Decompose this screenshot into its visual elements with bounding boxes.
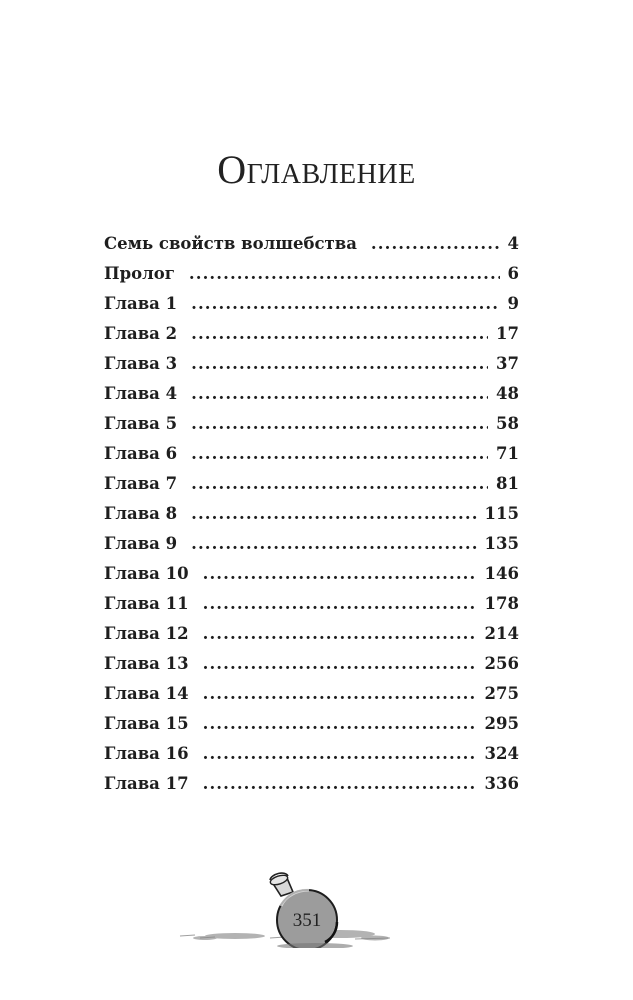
toc-entry [104, 624, 519, 654]
dot-leader [203, 744, 477, 763]
toc-entry [104, 324, 519, 354]
page-number: 351 [292, 910, 322, 931]
toc-entry-page: 214 [484, 624, 519, 643]
toc-entry-page: 115 [484, 504, 519, 523]
toc-entry-label: Глава 1 [104, 294, 178, 313]
page-title: Оглавление [217, 147, 416, 192]
dot-leader [203, 594, 477, 613]
toc-entry [104, 774, 519, 804]
dot-leader [191, 444, 488, 463]
toc-entry-label: Глава 9 [104, 534, 178, 553]
dot-leader [203, 654, 477, 673]
dot-leader [203, 714, 477, 733]
dot-leader [191, 294, 499, 313]
toc-entry-label: Глава 11 [104, 594, 189, 613]
dot-leader [203, 564, 477, 583]
page-footer [175, 868, 405, 948]
toc-entry [104, 264, 519, 294]
toc-entry-page: 71 [496, 444, 519, 463]
dot-leader [191, 384, 488, 403]
toc-entry-label: Глава 8 [104, 504, 178, 523]
toc-entry-label: Пролог [104, 264, 175, 283]
toc-entry [104, 474, 519, 504]
toc-entry [104, 414, 519, 444]
toc-entry-page: 81 [496, 474, 519, 493]
toc-entry-label: Глава 17 [104, 774, 189, 793]
toc-entry-label: Глава 10 [104, 564, 189, 583]
toc-entry-page: 17 [496, 324, 519, 343]
toc-entry [104, 384, 519, 414]
toc-entry-page: 256 [484, 654, 519, 673]
toc-entry [104, 714, 519, 744]
toc-entry-label: Глава 6 [104, 444, 178, 463]
toc-entry-page: 336 [484, 774, 519, 793]
toc-entry-page: 146 [484, 564, 519, 583]
toc-entry-label: Глава 12 [104, 624, 189, 643]
toc-entry-page: 135 [484, 534, 519, 553]
toc-entry [104, 444, 519, 474]
toc-entry-page: 58 [496, 414, 519, 433]
toc-entry-label: Глава 2 [104, 324, 178, 343]
toc-entry [104, 534, 519, 564]
toc-entry-page: 324 [484, 744, 519, 763]
dot-leader [371, 234, 500, 253]
toc-entry-page: 37 [496, 354, 519, 373]
toc-entry-page: 48 [496, 384, 519, 403]
toc-entry [104, 654, 519, 684]
dot-leader [189, 264, 500, 283]
toc-entry [104, 234, 519, 264]
toc-entry-page: 9 [507, 294, 519, 313]
dot-leader [191, 534, 476, 553]
toc-entry-label: Семь свойств волшебства [104, 234, 357, 253]
toc-entry-label: Глава 14 [104, 684, 189, 703]
dot-leader [191, 474, 488, 493]
toc-entry [104, 744, 519, 774]
toc-entry-label: Глава 7 [104, 474, 178, 493]
dot-leader [191, 354, 488, 373]
toc-entry-page: 178 [484, 594, 519, 613]
toc-entry [104, 684, 519, 714]
toc-entry-label: Глава 13 [104, 654, 189, 673]
toc-entry-label: Глава 3 [104, 354, 178, 373]
dot-leader [203, 684, 477, 703]
dot-leader [191, 414, 488, 433]
dot-leader [203, 774, 477, 793]
toc-entry-label: Глава 15 [104, 714, 189, 733]
toc-entry [104, 504, 519, 534]
toc-entry-page: 295 [484, 714, 519, 733]
toc-entry [104, 594, 519, 624]
toc-entry [104, 564, 519, 594]
table-of-contents [104, 234, 519, 804]
potion-bottle-icon [175, 868, 405, 948]
toc-entry [104, 354, 519, 384]
toc-entry [104, 294, 519, 324]
toc-entry-label: Глава 4 [104, 384, 178, 403]
toc-entry-page: 6 [507, 264, 519, 283]
dot-leader [191, 504, 476, 523]
dot-leader [203, 624, 477, 643]
toc-entry-label: Глава 16 [104, 744, 189, 763]
dot-leader [191, 324, 488, 343]
toc-entry-page: 275 [484, 684, 519, 703]
toc-entry-page: 4 [507, 234, 519, 253]
toc-entry-label: Глава 5 [104, 414, 178, 433]
